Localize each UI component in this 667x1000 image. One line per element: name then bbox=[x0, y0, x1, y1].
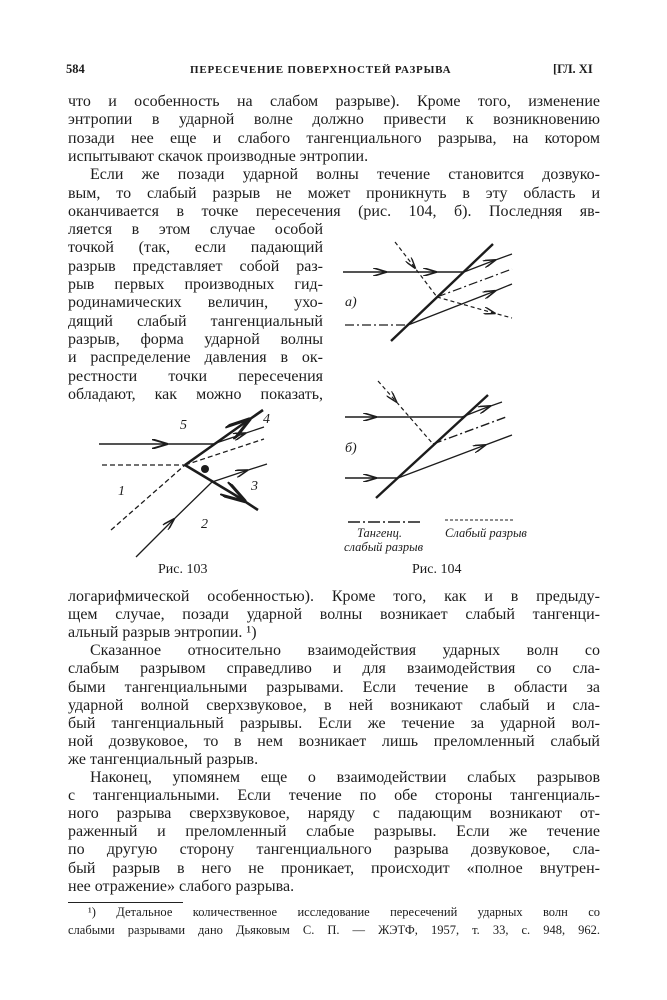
text-line: энтропии в ударной волне должно привести к возникновению bbox=[68, 111, 600, 129]
text-line: Если же позади ударной волны течение становится дозвуко- bbox=[90, 166, 600, 184]
text-line: ного разрыва сверхзвуковое, наряду с падающим возникают от- bbox=[68, 805, 600, 823]
text-line: оканчивается в точке пересечения (рис. 104, б). Последняя яв- bbox=[68, 202, 600, 220]
subfigure-label-b: б) bbox=[345, 441, 357, 456]
text-line: что и особенность на слабом разрыве). Кроме того, изменение bbox=[68, 93, 600, 110]
text-line: рыв первых производных гид- bbox=[68, 276, 323, 293]
text-line: вым, то слабый разрыв не может проникнуть в эту область и bbox=[68, 184, 600, 202]
text-line: и распределение давления в ок- bbox=[68, 349, 323, 367]
legend-tangential-label: слабый разрыв bbox=[344, 540, 424, 554]
figure-104a bbox=[343, 242, 512, 341]
text-line: же тангенциальный разрыв. bbox=[68, 750, 259, 768]
text-line: родинамических величин, ухо- bbox=[68, 294, 323, 312]
text-line: ной дозвуковое, то в нем возникает лишь преломленный слабый bbox=[68, 732, 600, 750]
text-line: испытывают скачок производные энтропии. bbox=[68, 147, 369, 165]
page-number: 584 bbox=[66, 62, 85, 76]
vertex-dot bbox=[201, 465, 209, 473]
subfigure-label-a: а) bbox=[345, 295, 357, 310]
text-line: нее отражение» слабого разрыва. bbox=[68, 877, 295, 895]
text-line: бый тангенциальный разрывы. Если же течение за ударной вол- bbox=[68, 714, 600, 732]
text-line: бый разрыв в него не проникает, происходит «полное внутрен- bbox=[68, 859, 600, 877]
text-line: ударной волной сверхзвуковое, в ней возникают слабый и сла- bbox=[68, 696, 600, 714]
shock-upper bbox=[185, 410, 263, 465]
text-line: ляется в этом случае особой bbox=[68, 221, 323, 239]
text-line: по другую сторону тангенциального разрыва дозвуковое, сла- bbox=[68, 841, 600, 859]
figure-103-caption: Рис. 103 bbox=[158, 562, 208, 577]
region-label: 1 bbox=[118, 484, 125, 499]
text-line: слабым разрывом справедливо и для взаимодействия со сла- bbox=[68, 660, 600, 678]
text-line: разрыв представляет собой раз- bbox=[68, 257, 323, 275]
text-line: позади нее еще и слабого тангенциального разрыва, на котором bbox=[68, 129, 600, 147]
chapter-label: [ГЛ. XI bbox=[553, 62, 593, 76]
legend-weak-label: Слабый разрыв bbox=[445, 526, 527, 540]
text-line: быми тангенциальными разрывами. Если течение в области за bbox=[68, 678, 600, 696]
legend-tangential-label: Тангенц. bbox=[357, 526, 402, 540]
text-line: щем случае, позади ударной волны возникает слабый тангенци- bbox=[68, 606, 600, 624]
text-line: обладают, как можно показать, bbox=[68, 385, 323, 403]
region-label: 5 bbox=[180, 418, 187, 433]
text-line: рестности точки пересечения bbox=[68, 367, 323, 385]
region-label: 3 bbox=[251, 479, 258, 494]
shock-lower bbox=[185, 465, 258, 510]
refracted-3 bbox=[212, 464, 267, 482]
text-line: ¹) Детальное количественное исследование пересечений ударных волн со bbox=[88, 905, 600, 919]
dashed-reflected bbox=[185, 439, 264, 465]
text-line: раженный и преломленный слабые разрывы. Если же течение bbox=[68, 823, 600, 841]
region-label: 4 bbox=[263, 412, 270, 427]
text-line: слабыми разрывами дано Дьяковым С. П. — ЖЭТФ, 1957, т. 33, с. 948, 962. bbox=[68, 923, 600, 937]
text-line: дящий слабый тангенциальный bbox=[68, 312, 323, 330]
text-line: логарифмической особенностью). Кроме того, как и в предыду- bbox=[68, 588, 600, 605]
running-title: ПЕРЕСЕЧЕНИЕ ПОВЕРХНОСТЕЙ РАЗРЫВА bbox=[190, 64, 452, 76]
figure-104-caption: Рис. 104 bbox=[412, 562, 462, 577]
text-line: точкой (так, если падающий bbox=[68, 239, 323, 257]
text-line: Наконец, упомянем еще о взаимодействии слабых разрывов bbox=[90, 769, 600, 786]
text-line: альный разрыв энтропии. ¹) bbox=[68, 624, 257, 642]
region-label: 2 bbox=[201, 517, 208, 532]
text-line: с тангенциальными. Если течение по обе стороны тангенциаль- bbox=[68, 787, 600, 805]
text-line: Сказанное относительно взаимодействия ударных волн со bbox=[90, 642, 600, 660]
text-line: разрыв, форма ударной волны bbox=[68, 330, 323, 348]
figure-104b bbox=[345, 381, 513, 522]
